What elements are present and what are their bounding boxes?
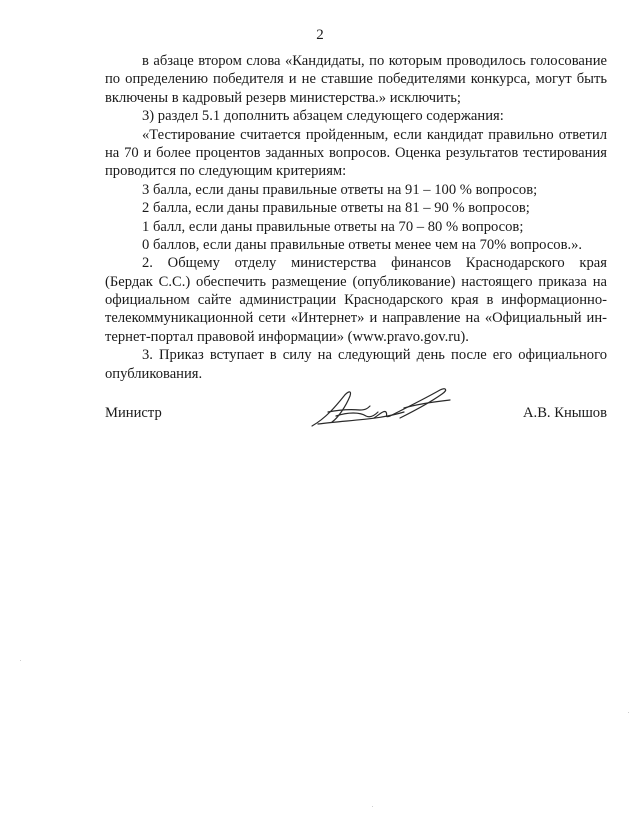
text-line: (Бердак С.С.) обеспечить размещение (опубликование) настоящего приказа на xyxy=(105,273,607,290)
text-line: 3. Приказ вступает в силу на следующий день после его официального xyxy=(142,347,607,364)
text-line: в абзаце втором слова «Кандидаты, по которым проводилось голосование xyxy=(142,53,607,69)
text-line: 2. Общему отделу министерства финансов Краснодарского края xyxy=(142,255,607,272)
text-line: на 70 и более процентов заданных вопросов. Оценка результатов тестирования xyxy=(105,144,607,161)
text-line: тернет-портал правовой информации» (www.pravo.gov.ru). xyxy=(105,328,469,345)
signatory-title: Министр xyxy=(105,405,162,421)
signature-block xyxy=(105,396,607,436)
signatory-name: А.В. Кнышов xyxy=(523,405,607,421)
text-line: 0 баллов, если даны правильные ответы менее чем на 70% вопросов.». xyxy=(142,236,583,253)
text-line: телекоммуникационной сети «Интернет» и направление на «Официальный ин- xyxy=(105,310,607,327)
text-line: официальном сайте администрации Краснодарского края в информационно- xyxy=(105,292,607,309)
text-line: 3) раздел 5.1 дополнить абзацем следующего содержания: xyxy=(142,108,504,125)
text-line: проводится по следующим критериям: xyxy=(105,163,347,180)
text-line: 3 балла, если даны правильные ответы на 91 – 100 % вопросов; xyxy=(142,181,538,198)
text-line: включены в кадровый резерв министерства.» исключить; xyxy=(105,89,461,106)
handwritten-signature xyxy=(308,382,458,434)
text-line: «Тестирование считается пройденным, если кандидат правильно ответил xyxy=(142,126,607,143)
body-text xyxy=(105,52,607,383)
text-line: опубликования. xyxy=(105,365,203,382)
scan-speck xyxy=(20,660,21,661)
scan-speck xyxy=(372,806,373,807)
text-line: 2 балла, если даны правильные ответы на 81 – 90 % вопросов; xyxy=(142,200,530,217)
text-line: 1 балл, если даны правильные ответы на 70 – 80 % вопросов; xyxy=(142,218,524,235)
text-line: по определению победителя и не ставшие победителями конкурса, могут быть xyxy=(105,71,607,88)
scan-speck xyxy=(628,712,629,713)
page-number: 2 xyxy=(316,27,324,43)
